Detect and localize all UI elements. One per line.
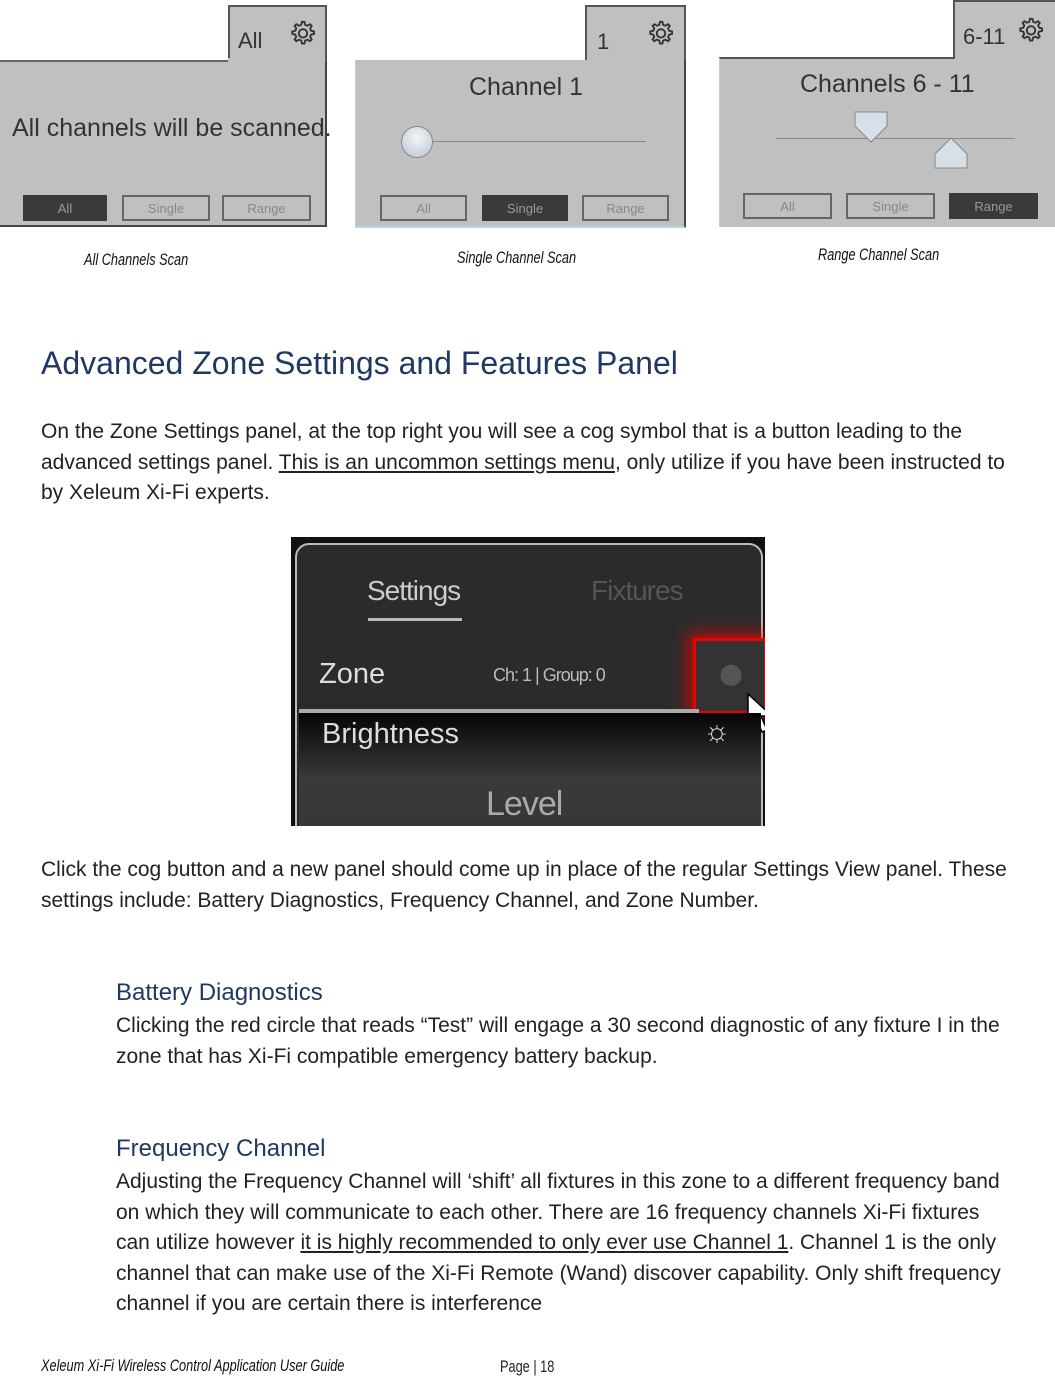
footer-title: Xeleum Xi-Fi Wireless Control Application User Guide	[41, 1356, 345, 1375]
underlined-text: it is highly recommended to only ever use Channel 1	[300, 1231, 789, 1254]
tab-fixtures[interactable]: Fixtures	[591, 575, 683, 606]
caption: Single Channel Scan	[457, 248, 577, 267]
gear-icon	[714, 659, 748, 693]
frequency-text	[116, 1167, 1016, 1320]
panel-title: Channel 1	[469, 73, 583, 101]
intro-paragraph	[41, 417, 1031, 509]
tab-settings[interactable]: Settings	[367, 575, 461, 606]
channel-slider-handle[interactable]	[401, 126, 433, 158]
text: Adjusting the Frequency Channel will ‘shift’ all fixtures in this zone to a different frequency band on which they will communicate to each other. There are 16 frequency channels Xi-Fi fixtures can utilize however	[116, 1170, 1000, 1254]
gear-icon[interactable]	[1016, 16, 1046, 46]
range-button[interactable]: Range	[949, 193, 1038, 219]
single-button[interactable]: Single	[846, 193, 935, 219]
all-button[interactable]: All	[380, 195, 467, 221]
app-settings-screenshot	[291, 537, 765, 826]
text: , only utilize if you have been instructed to by Xeleum Xi-Fi experts.	[41, 450, 1005, 504]
underlined-text: This is an uncommon settings menu	[278, 450, 615, 474]
range-button[interactable]: Range	[222, 195, 311, 221]
scan-mode-label: 1	[597, 29, 610, 54]
level-label: Level	[486, 785, 563, 823]
range-start-handle[interactable]	[854, 111, 888, 143]
section-heading: Advanced Zone Settings and Features Panel	[41, 345, 678, 381]
page-number: Page | 18	[500, 1357, 555, 1376]
paragraph: Click the cog button and a new panel should come up in place of the regular Settings View panel. These settings include: Battery Diagnostics, Frequency Channel, and Zone Number.	[41, 858, 1007, 912]
all-button[interactable]: All	[743, 193, 832, 219]
panel-title: Channels 6 - 11	[800, 70, 975, 98]
scan-mode-label: 6-11	[963, 24, 1006, 49]
channel-slider-track[interactable]	[418, 141, 646, 142]
range-button[interactable]: Range	[582, 195, 669, 221]
frequency-heading: Frequency Channel	[116, 1135, 326, 1162]
text: On the Zone Settings panel, at the top right you will see a cog symbol that is a button leading to the advanced settings panel.	[41, 420, 963, 474]
range-end-handle[interactable]	[934, 137, 968, 169]
sun-icon: ☼	[703, 715, 731, 748]
gear-icon[interactable]	[646, 19, 676, 49]
zone-label: Zone	[319, 658, 386, 690]
all-button[interactable]: All	[23, 195, 107, 221]
text: . Channel 1 is the only channel that can make use of the Xi-Fi Remote (Wand) discover capability. Only shift frequency channel if you are certain there is interference	[116, 1231, 1001, 1315]
panel-title: All channels will be scanned.	[12, 114, 332, 142]
range-slider-track[interactable]	[776, 138, 1015, 139]
zone-info: Ch: 1 | Group: 0	[493, 665, 605, 685]
caption: All Channels Scan	[84, 250, 189, 269]
scan-mode-label: All	[238, 28, 263, 53]
single-button[interactable]: Single	[482, 195, 568, 221]
battery-text: Clicking the red circle that reads “Test” will engage a 30 second diagnostic of any fixture I in the zone that has Xi-Fi compatible emergency battery backup.	[116, 1014, 1000, 1068]
gear-icon[interactable]	[288, 19, 318, 49]
caption: Range Channel Scan	[818, 245, 940, 264]
brightness-label: Brightness	[322, 718, 460, 750]
battery-heading: Battery Diagnostics	[116, 979, 323, 1006]
single-button[interactable]: Single	[122, 195, 210, 221]
